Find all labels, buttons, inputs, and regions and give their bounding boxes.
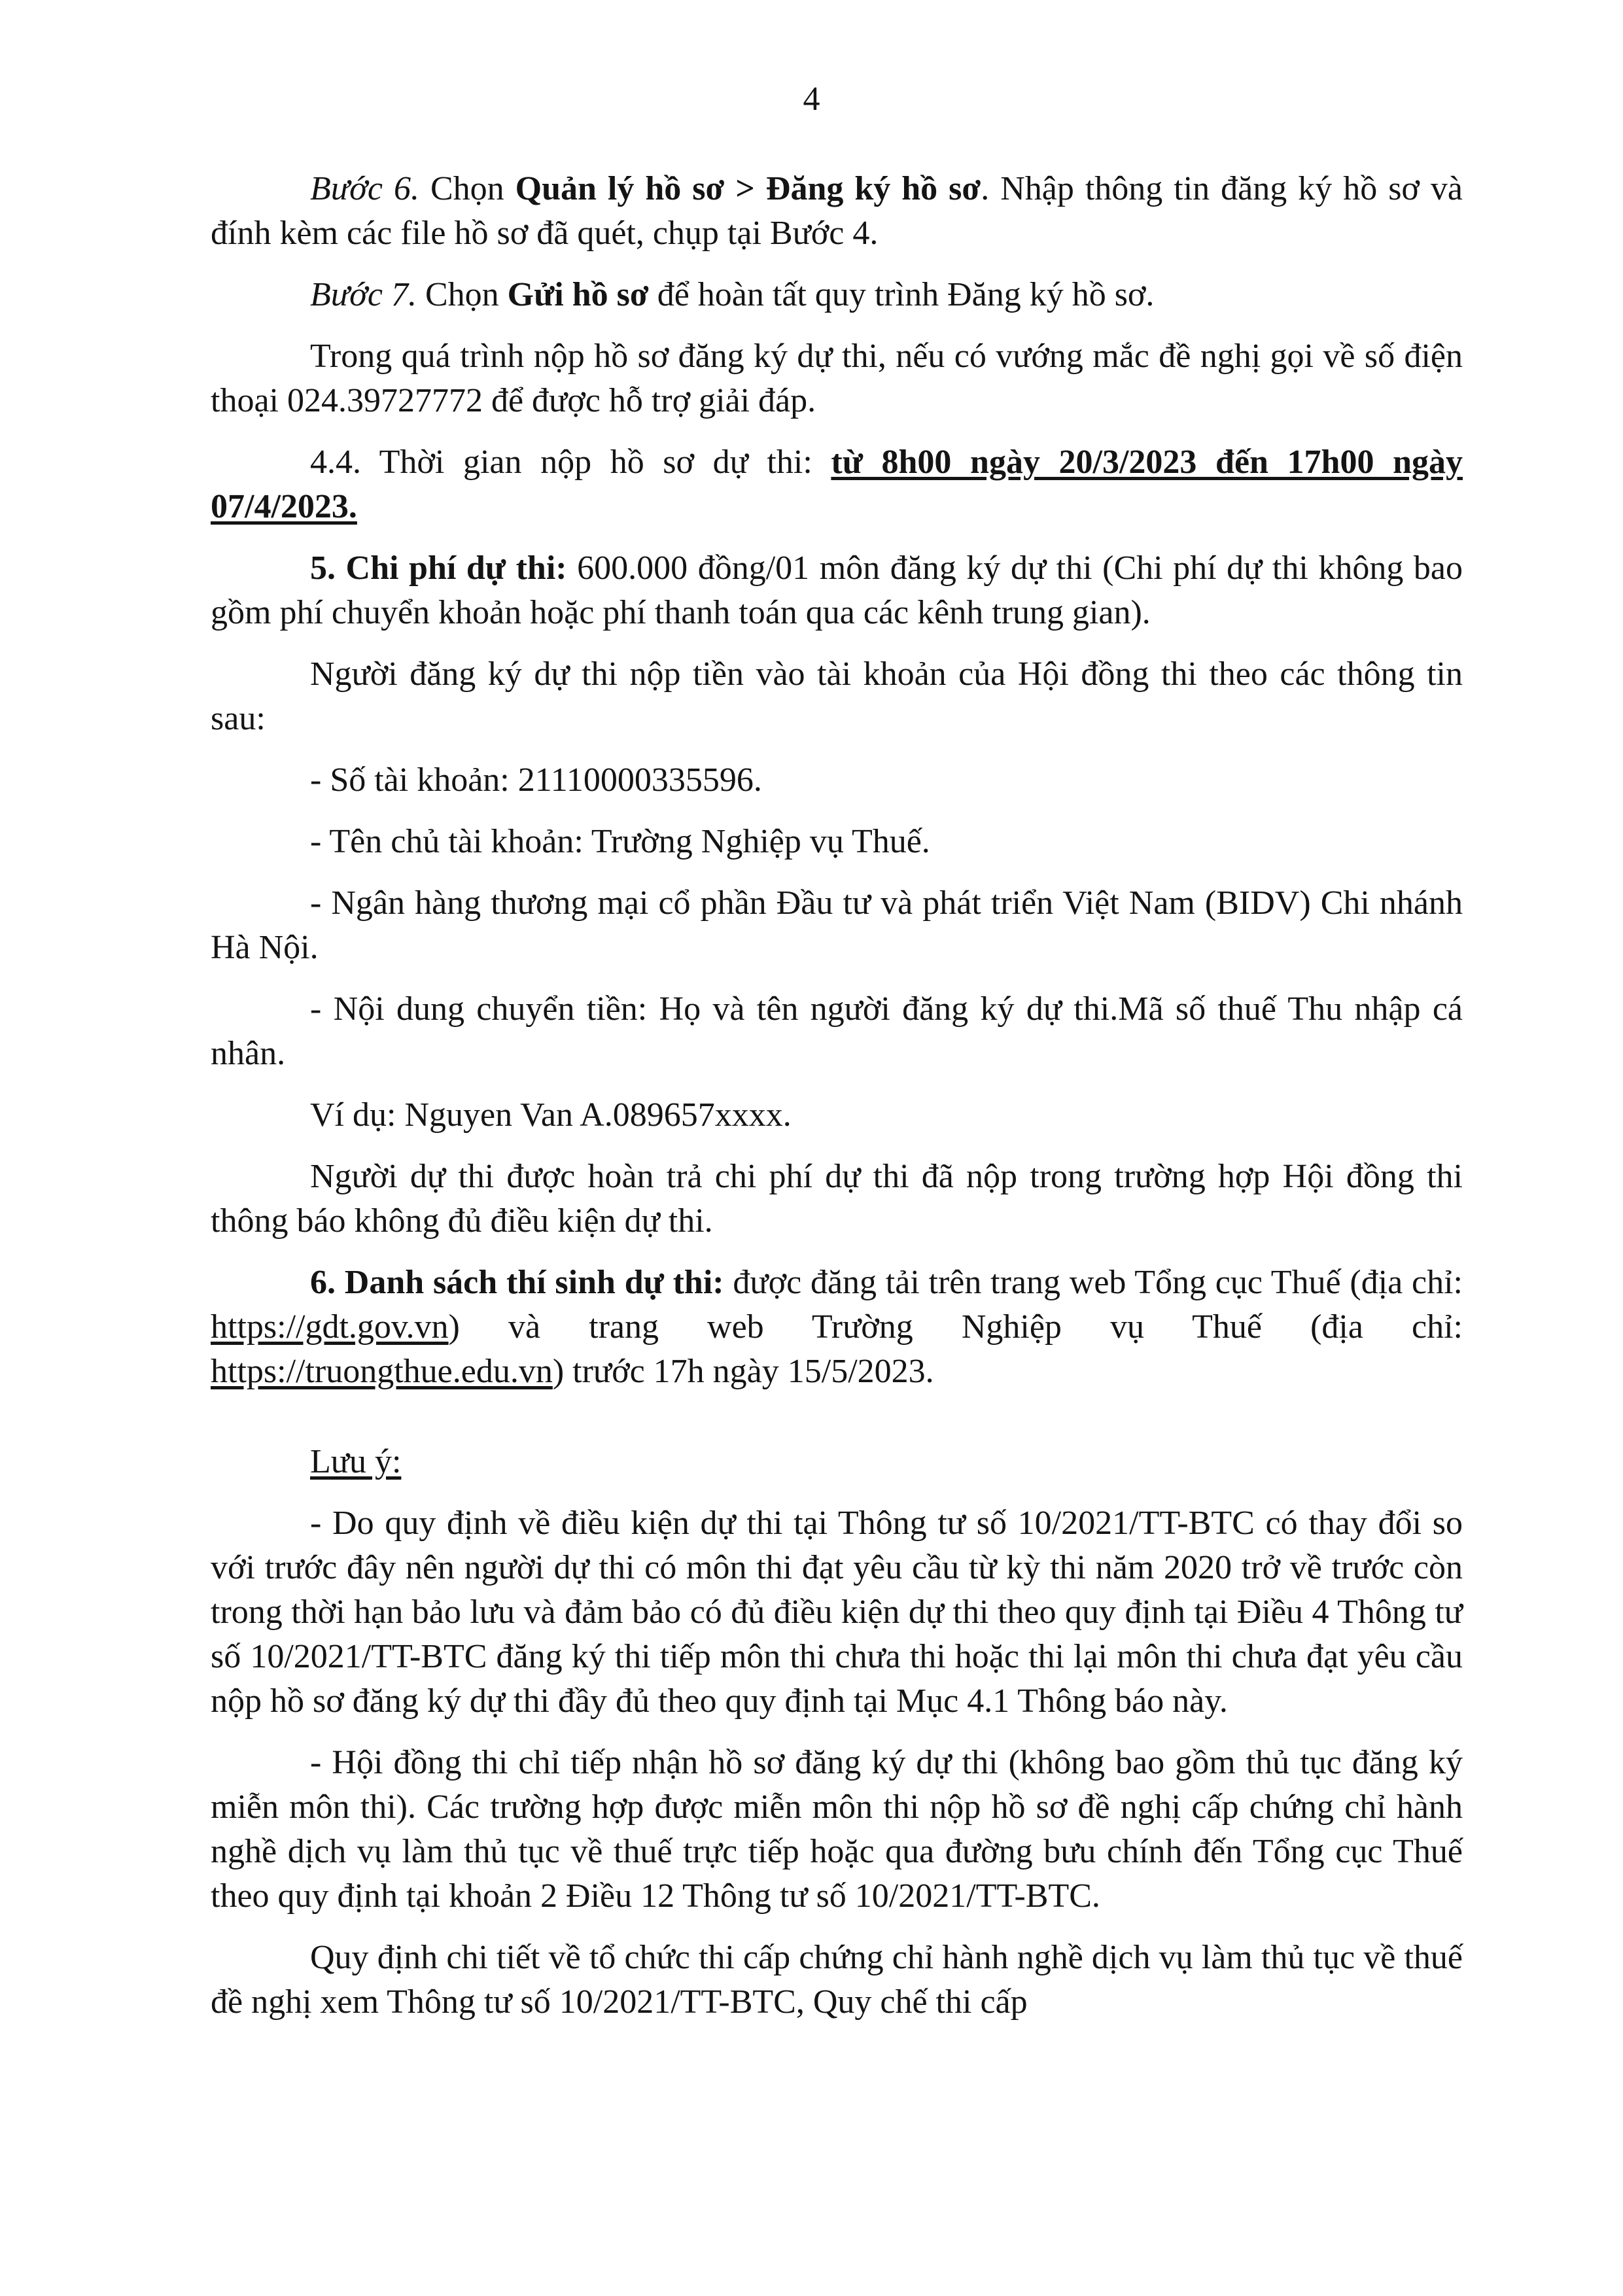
note-title: [211, 1440, 1463, 1484]
refund-paragraph: Người dự thi được hoàn trả chi phí dự thi đã nộp trong trường hợp Hội đồng thi thông báo không đủ điều kiện dự thi.: [211, 1158, 1463, 1240]
step-7-label: Bước 7.: [310, 276, 417, 313]
support-paragraph: Trong quá trình nộp hồ sơ đăng ký dự thi, nếu có vướng mắc đề nghị gọi về số điện thoại 024.39727772 để được hỗ trợ giải đáp.: [211, 338, 1463, 419]
section-5-text: 600.000 đồng/01 môn đăng ký dự thi (Chi phí dự thi không bao gồm phí chuyển khoản hoặc phí thanh toán qua các kênh trung gian).: [211, 549, 1463, 631]
section-6: [211, 1261, 1463, 1394]
step-6-label: Bước 6.: [310, 170, 419, 207]
step-7-action: Gửi hồ sơ: [507, 276, 649, 313]
account-number: - Số tài khoản: 21110000335596.: [310, 761, 762, 799]
section-6-text-b: ) và trang web Trường Nghiệp vụ Thuế (địa chỉ:: [448, 1308, 1463, 1346]
section-4-4: [211, 440, 1463, 529]
section-6-text-c: ) trước 17h ngày 15/5/2023.: [552, 1353, 934, 1390]
section-6-text-a: được đăng tải trên trang web Tổng cục Thuế (địa chỉ:: [724, 1264, 1463, 1301]
step-7-text-a: Chọn: [416, 276, 508, 313]
section-6-heading: 6. Danh sách thí sinh dự thi:: [310, 1264, 724, 1301]
final-paragraph: Quy định chi tiết về tổ chức thi cấp chứng chỉ hành nghề dịch vụ làm thủ tục về thuế đề nghị xem Thông tư số 10/2021/TT-BTC, Quy chế thi cấp: [211, 1939, 1463, 2021]
section-4-4-lead: 4.4. Thời gian nộp hồ sơ dự thi:: [310, 444, 831, 481]
truongthue-link[interactable]: https://truongthue.edu.vn: [211, 1353, 553, 1390]
note-1: - Do quy định về điều kiện dự thi tại Thông tư số 10/2021/TT-BTC có thay đổi so với trước đây nên người dự thi có môn thi đạt yêu cầu từ kỳ thi năm 2020 trở về trước còn trong thời hạn bảo lưu và đảm bảo có đủ điều kiện dự thi theo quy định tại Điều 4 Thông tư số 10/2021/TT-BTC đăng ký thi tiếp môn thi chưa thi hoặc thi lại môn thi chưa đạt yêu cầu nộp hồ sơ đăng ký dự thi đầy đủ theo quy định tại Mục 4.1 Thông báo này.: [211, 1505, 1463, 1720]
transfer-example: Ví dụ: Nguyen Van A.089657xxxx.: [310, 1096, 792, 1134]
step-6-paragraph: [211, 167, 1463, 256]
step-7-text-b: để hoàn tất quy trình Đăng ký hồ sơ.: [648, 276, 1155, 313]
account-name: - Tên chủ tài khoản: Trường Nghiệp vụ Thuế.: [310, 823, 930, 860]
section-5: [211, 546, 1463, 635]
note-2: - Hội đồng thi chỉ tiếp nhận hồ sơ đăng ký dự thi (không bao gồm thủ tục đăng ký miễn môn thi). Các trường hợp được miễn môn thi nộp hồ sơ đề nghị cấp chứng chỉ hành nghề dịch vụ làm thủ tục về thuế trực tiếp hoặc qua đường bưu chính đến Tổng cục Thuế theo quy định tại khoản 2 Điều 12 Thông tư số 10/2021/TT-BTC.: [211, 1744, 1463, 1915]
document-body: [211, 167, 1463, 2025]
step-6-text-a: Chọn: [419, 170, 515, 207]
gdt-link[interactable]: https://gdt.gov.vn: [211, 1308, 449, 1346]
transfer-content: - Nội dung chuyển tiền: Họ và tên người đăng ký dự thi.Mã số thuế Thu nhập cá nhân.: [211, 990, 1463, 1072]
submission-period: từ 8h00 ngày 20/3/2023 đến 17h00 ngày 07/4/2023.: [211, 444, 1463, 525]
step-6-text-b: . Nhập thông tin đăng ký hồ sơ và đính kèm các file hồ sơ đã quét, chụp tại Bước 4.: [211, 170, 1463, 252]
step-6-menu-path: Quản lý hồ sơ > Đăng ký hồ sơ: [515, 170, 981, 207]
step-7-paragraph: [211, 273, 1463, 317]
page-number: 4: [803, 80, 820, 118]
payment-intro: Người đăng ký dự thi nộp tiền vào tài khoản của Hội đồng thi theo các thông tin sau:: [211, 655, 1463, 737]
note-title-text: Lưu ý:: [310, 1443, 402, 1480]
bank-name: - Ngân hàng thương mại cổ phần Đầu tư và phát triển Việt Nam (BIDV) Chi nhánh Hà Nội.: [211, 884, 1463, 966]
section-5-heading: 5. Chi phí dự thi:: [310, 549, 567, 587]
